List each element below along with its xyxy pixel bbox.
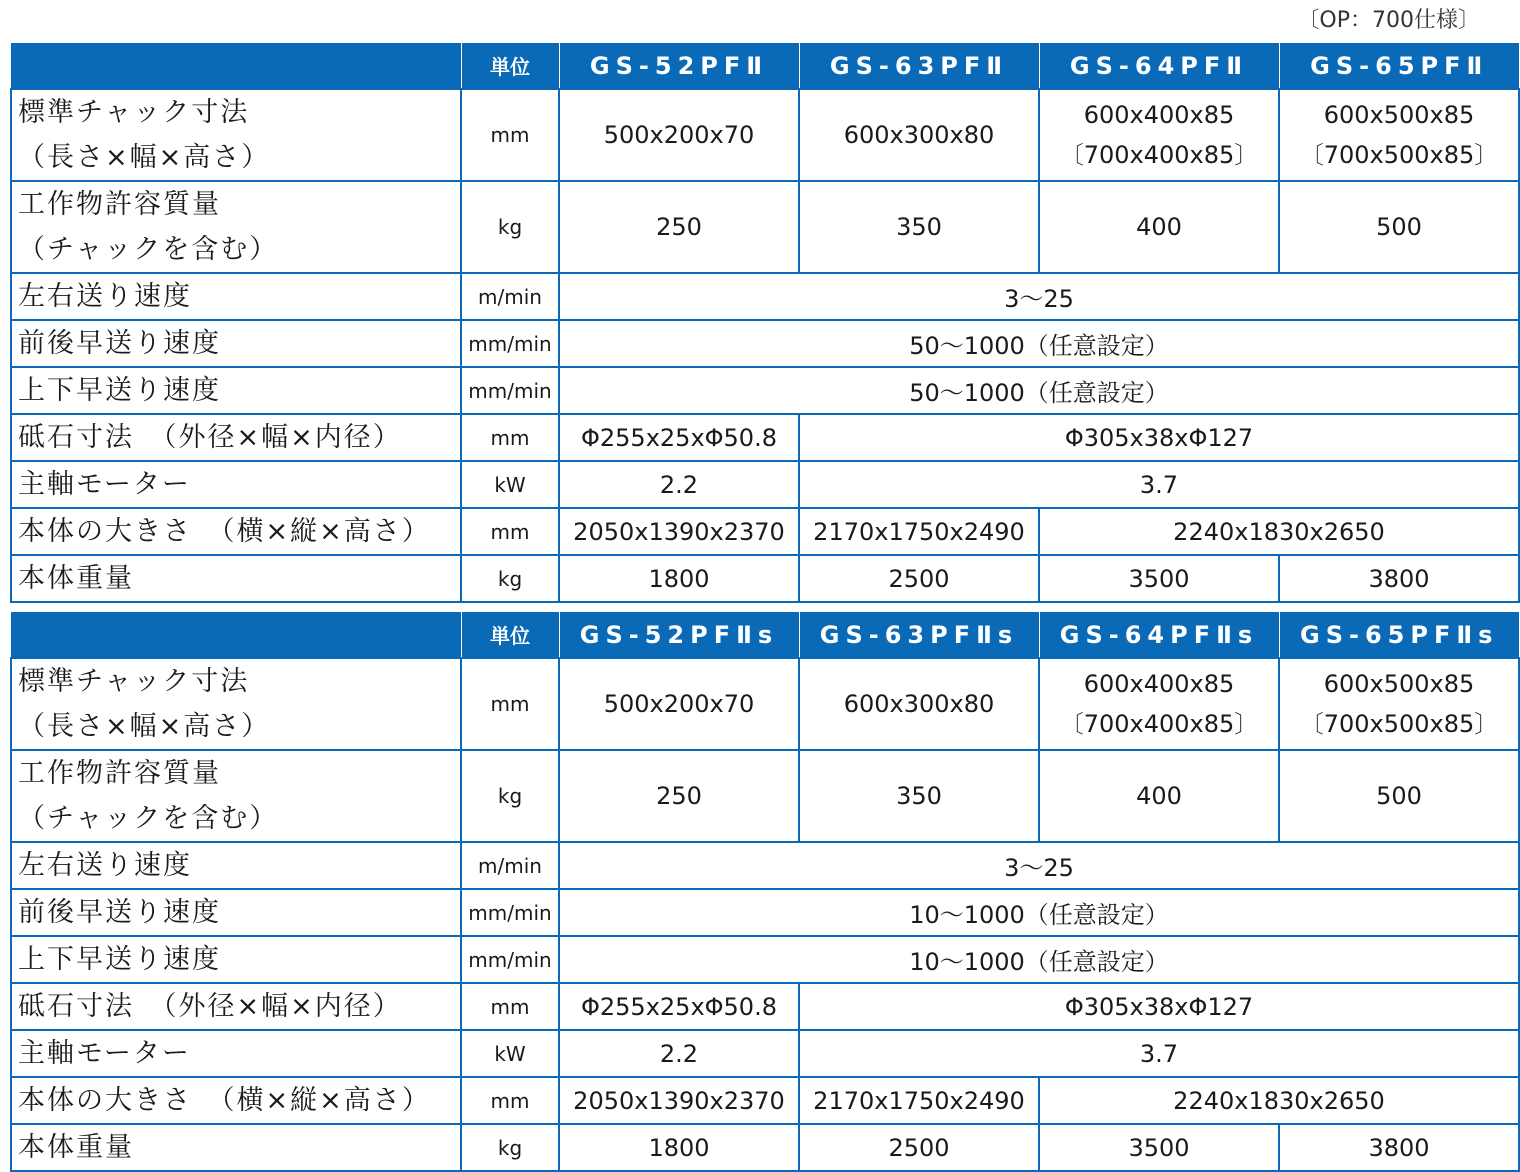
row-unit: mm [461, 89, 559, 181]
row-label: 本体の大きさ （横×縦×高さ） [11, 1077, 461, 1124]
value-cell: 2050x1390x2370 [559, 508, 799, 555]
value-cell: 2.2 [559, 461, 799, 508]
row-wheel-size [11, 983, 1519, 1030]
row-label: 砥石寸法 （外径×幅×内径） [11, 983, 461, 1030]
row-lr-speed [11, 842, 1519, 889]
value-cell: 1800 [559, 1124, 799, 1171]
row-label: 上下早送り速度 [11, 936, 461, 983]
header-unit: 単位 [461, 43, 559, 89]
value-cell: 2.2 [559, 1030, 799, 1077]
value-cell [1279, 89, 1519, 181]
row-unit: kg [461, 181, 559, 273]
option-note: 〔OP：700仕様〕 [1297, 8, 1480, 33]
row-label [11, 89, 461, 181]
row-spindle-motor [11, 1030, 1519, 1077]
row-label-line-1: 工作物許容質量 [18, 758, 221, 789]
value-cell: Φ305x38xΦ127 [799, 983, 1519, 1030]
row-unit: kW [461, 461, 559, 508]
row-label: 左右送り速度 [11, 842, 461, 889]
row-machine-size [11, 508, 1519, 555]
value-cell: 2500 [799, 1124, 1039, 1171]
value-cell: 500x200x70 [559, 89, 799, 181]
row-chuck-size [11, 89, 1519, 181]
value-cell: 400 [1039, 750, 1279, 842]
value-cell: 10〜1000（任意設定） [559, 936, 1519, 983]
row-work-mass [11, 750, 1519, 842]
value-cell: 500 [1279, 750, 1519, 842]
row-label: 主軸モーター [11, 1030, 461, 1077]
value-cell: Φ255x25xΦ50.8 [559, 414, 799, 461]
value-cell: 2170x1750x2490 [799, 508, 1039, 555]
value-cell: 3.7 [799, 1030, 1519, 1077]
row-unit: mm [461, 414, 559, 461]
value-cell: 350 [799, 750, 1039, 842]
row-unit: mm [461, 1077, 559, 1124]
row-label-line-2: （長さ×幅×高さ） [18, 142, 271, 173]
row-label: 砥石寸法 （外径×幅×内径） [11, 414, 461, 461]
row-label: 本体の大きさ （横×縦×高さ） [11, 508, 461, 555]
row-unit: mm [461, 983, 559, 1030]
row-lr-speed [11, 273, 1519, 320]
row-label: 前後早送り速度 [11, 889, 461, 936]
value-cell: 2500 [799, 555, 1039, 602]
row-label-line-1: 標準チャック寸法 [18, 666, 250, 697]
row-label [11, 750, 461, 842]
value-line-2: 〔700x500x85〕 [1299, 141, 1499, 169]
value-line-2: 〔700x400x85〕 [1059, 141, 1259, 169]
value-cell: 3800 [1279, 555, 1519, 602]
row-unit: m/min [461, 273, 559, 320]
header-item-cell [11, 612, 461, 658]
value-line-1: 600x400x85 [1083, 101, 1235, 129]
value-cell [1039, 89, 1279, 181]
row-unit: kg [461, 1124, 559, 1171]
row-label: 左右送り速度 [11, 273, 461, 320]
header-model-3: GS-64PFⅡ [1039, 43, 1279, 89]
header-unit: 単位 [461, 612, 559, 658]
value-cell: 10〜1000（任意設定） [559, 889, 1519, 936]
row-unit: mm/min [461, 367, 559, 414]
row-unit: kW [461, 1030, 559, 1077]
value-cell: 250 [559, 750, 799, 842]
value-cell: 50〜1000（任意設定） [559, 320, 1519, 367]
value-cell: 3500 [1039, 1124, 1279, 1171]
value-cell: 3〜25 [559, 273, 1519, 320]
value-cell: 2050x1390x2370 [559, 1077, 799, 1124]
row-label [11, 181, 461, 273]
row-unit: mm [461, 658, 559, 750]
row-label-line-2: （チャックを含む） [18, 803, 279, 834]
spec-table-s-type [10, 612, 1520, 1172]
row-machine-size [11, 1077, 1519, 1124]
row-machine-weight [11, 555, 1519, 602]
header-model-1: GS-52PFⅡ [559, 43, 799, 89]
spec-table-standard [10, 43, 1520, 603]
row-ud-speed [11, 936, 1519, 983]
value-cell: 2240x1830x2650 [1039, 508, 1519, 555]
header-model-2: GS-63PFⅡs [799, 612, 1039, 658]
row-wheel-size [11, 414, 1519, 461]
value-cell: 3800 [1279, 1124, 1519, 1171]
value-cell: 2240x1830x2650 [1039, 1077, 1519, 1124]
row-fb-speed [11, 889, 1519, 936]
row-ud-speed [11, 367, 1519, 414]
value-cell: Φ255x25xΦ50.8 [559, 983, 799, 1030]
value-cell: 2170x1750x2490 [799, 1077, 1039, 1124]
row-label: 本体重量 [11, 555, 461, 602]
row-unit: kg [461, 750, 559, 842]
row-unit: mm [461, 508, 559, 555]
row-label-line-1: 標準チャック寸法 [18, 97, 250, 128]
value-cell: 1800 [559, 555, 799, 602]
header-model-2: GS-63PFⅡ [799, 43, 1039, 89]
row-unit: mm/min [461, 936, 559, 983]
value-cell: 3〜25 [559, 842, 1519, 889]
value-cell: 250 [559, 181, 799, 273]
header-row [11, 43, 1519, 89]
row-unit: mm/min [461, 889, 559, 936]
value-cell: Φ305x38xΦ127 [799, 414, 1519, 461]
row-label: 上下早送り速度 [11, 367, 461, 414]
row-label: 前後早送り速度 [11, 320, 461, 367]
header-row [11, 612, 1519, 658]
header-model-4: GS-65PFⅡs [1279, 612, 1519, 658]
row-chuck-size [11, 658, 1519, 750]
value-cell: 600x300x80 [799, 658, 1039, 750]
value-line-1: 600x500x85 [1323, 670, 1475, 698]
row-spindle-motor [11, 461, 1519, 508]
row-work-mass [11, 181, 1519, 273]
value-cell: 350 [799, 181, 1039, 273]
value-cell: 600x300x80 [799, 89, 1039, 181]
header-item-cell [11, 43, 461, 89]
row-label-line-2: （長さ×幅×高さ） [18, 711, 271, 742]
value-cell [1039, 658, 1279, 750]
row-label: 本体重量 [11, 1124, 461, 1171]
row-label: 主軸モーター [11, 461, 461, 508]
value-cell: 3.7 [799, 461, 1519, 508]
row-label-line-1: 工作物許容質量 [18, 189, 221, 220]
value-cell: 500 [1279, 181, 1519, 273]
row-label-line-2: （チャックを含む） [18, 234, 279, 265]
value-cell: 3500 [1039, 555, 1279, 602]
value-line-2: 〔700x400x85〕 [1059, 710, 1259, 738]
value-line-1: 600x500x85 [1323, 101, 1475, 129]
header-model-3: GS-64PFⅡs [1039, 612, 1279, 658]
header-model-4: GS-65PFⅡ [1279, 43, 1519, 89]
header-model-1: GS-52PFⅡs [559, 612, 799, 658]
row-unit: mm/min [461, 320, 559, 367]
value-line-1: 600x400x85 [1083, 670, 1235, 698]
row-unit: m/min [461, 842, 559, 889]
value-cell: 50〜1000（任意設定） [559, 367, 1519, 414]
value-line-2: 〔700x500x85〕 [1299, 710, 1499, 738]
row-unit: kg [461, 555, 559, 602]
row-label [11, 658, 461, 750]
value-cell: 400 [1039, 181, 1279, 273]
value-cell [1279, 658, 1519, 750]
row-fb-speed [11, 320, 1519, 367]
value-cell: 500x200x70 [559, 658, 799, 750]
